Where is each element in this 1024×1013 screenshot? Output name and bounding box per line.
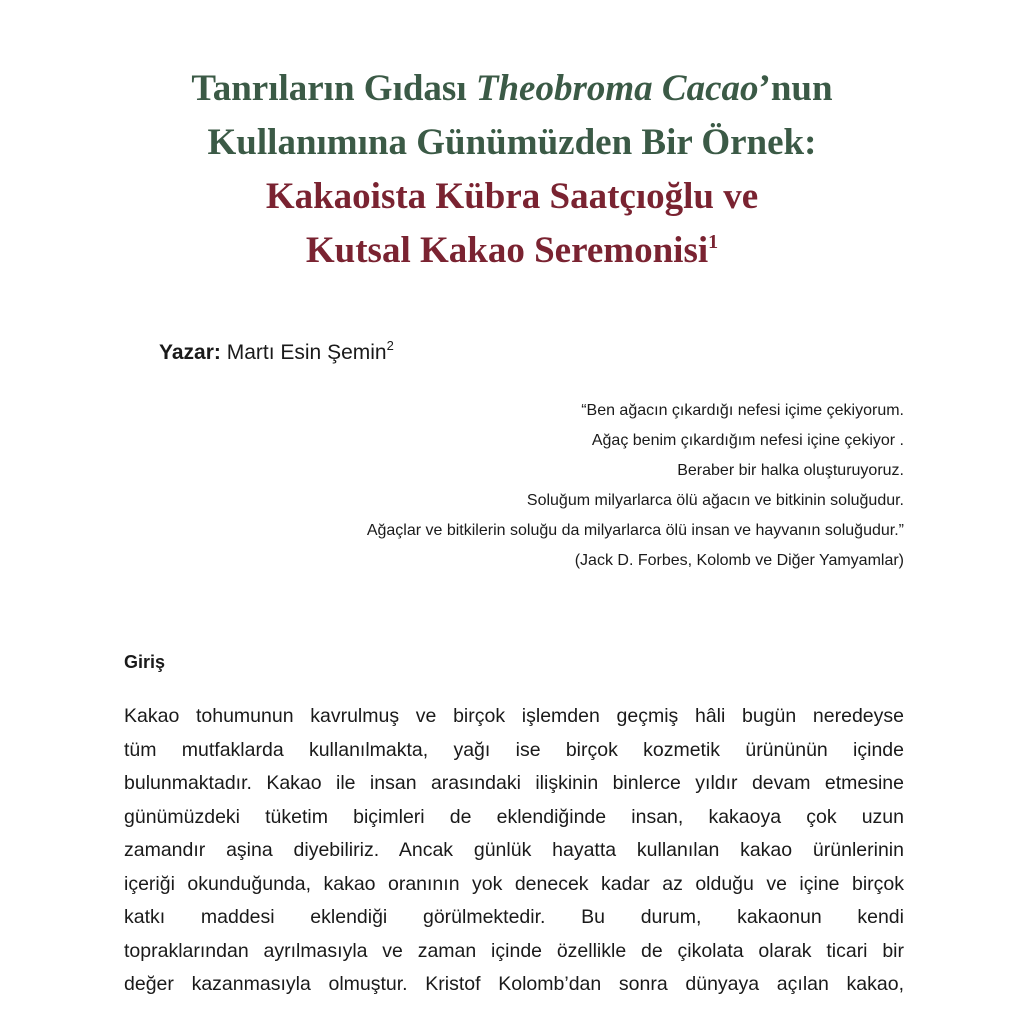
author-label: Yazar: — [159, 341, 221, 364]
epigraph-line: Ağaç benim çıkardığım nefesi içine çekiyor . — [591, 432, 904, 449]
paragraph-line: tüm mutfaklarda kullanılmakta, yağı ise birçok kozmetik ürününün içinde — [124, 738, 904, 761]
paragraph-line: günümüzdeki tüketim biçimleri de eklendiğinde insan, kakaoya çok uzun — [124, 805, 904, 828]
title-line-4: Kutsal Kakao Seremonisi$^1$ — [305, 230, 719, 271]
epigraph-line: Soluğum milyarlarca ölü ağacın ve bitkinin soluğudur. — [526, 492, 904, 509]
epigraph-line: Ağaçlar ve bitkilerin soluğu da milyarlarca ölü insan ve hayvanın soluğudur.” — [366, 522, 904, 539]
paragraph-line: içeriği okunduğunda, kakao oranının yok denecek kadar az olduğu ve içine birçok — [124, 872, 904, 895]
epigraph-line: Beraber bir halka oluşturuyoruz. — [677, 462, 904, 479]
section-heading: Giriş — [124, 652, 166, 672]
author-name: Martı Esin Şemin — [226, 341, 387, 364]
author-line — [159, 338, 394, 365]
paragraph-line: topraklarından ayrılmasıyla ve zaman içinde özellikle de çikolata olarak ticari bir — [124, 939, 904, 962]
title-line-2: Kullanımına Günümüzden Bir Örnek: — [207, 122, 817, 163]
paragraph-line: Kakao tohumunun kavrulmuş ve birçok işlemden geçmiş hâli bugün neredeyse — [124, 705, 904, 727]
author-footnote-mark[interactable]: 2 — [386, 338, 394, 353]
title-line-3: Kakaoista Kübra Saatçıoğlu ve — [265, 176, 759, 217]
body-paragraph — [124, 700, 904, 1002]
title-line-1: Tanrıların Gıdası Theobroma Cacao’nun — [191, 68, 833, 109]
epigraph-citation: (Jack D. Forbes, Kolomb ve Diğer Yamyamlar) — [574, 552, 904, 569]
paragraph-line: zamandır aşina diyebiliriz. Ancak günlük hayatta kullanılan kakao ürünlerinin — [124, 839, 904, 861]
paragraph-line: değer kazanmasıyla olmuştur. Kristof Kolomb’dan sonra dünyaya açılan kakao, — [124, 973, 904, 995]
epigraph — [184, 396, 904, 576]
paragraph-line: bulunmaktadır. Kakao ile insan arasındaki ilişkinin binlerce yıldır devam etmesine — [124, 772, 904, 794]
title-species-name: Theobroma Cacao — [475, 68, 759, 109]
title-footnote-mark[interactable]: 1 — [708, 231, 719, 253]
epigraph-line: “Ben ağacın çıkardığı nefesi içime çekiyorum. — [581, 402, 904, 419]
paragraph-line: katkı maddesi eklendiği görülmektedir. Bu durum, kakaonun kendi — [124, 906, 904, 928]
article-title — [0, 62, 1024, 278]
